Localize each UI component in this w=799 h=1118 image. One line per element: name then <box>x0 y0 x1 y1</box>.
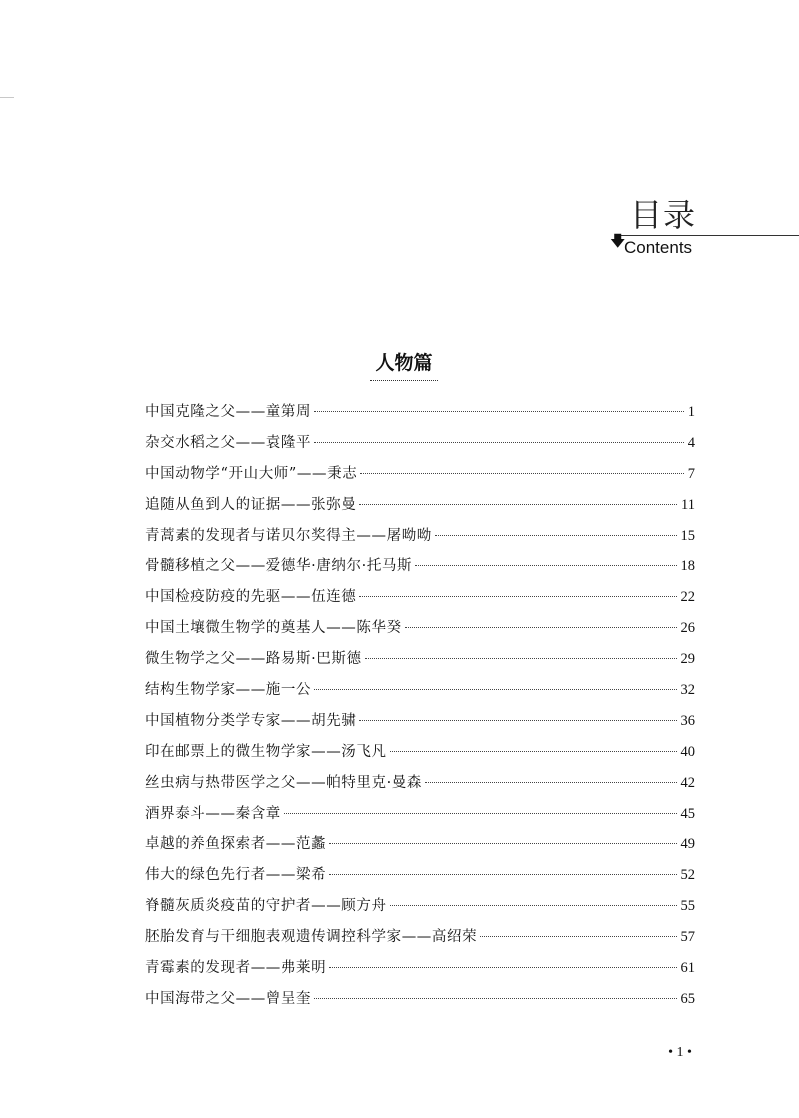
toc-entry-page: 7 <box>687 465 695 482</box>
dot-leader <box>435 535 677 536</box>
toc-entry-page: 45 <box>680 805 695 822</box>
toc-entry-title: 微生物学之父——路易斯·巴斯德 <box>145 651 362 668</box>
dot-leader <box>314 442 684 443</box>
toc-entry-page: 11 <box>681 496 695 513</box>
toc-entry[interactable] <box>145 524 695 555</box>
dot-leader <box>329 874 676 875</box>
toc-entry-title: 中国土壤微生物学的奠基人——陈华癸 <box>145 620 402 637</box>
toc-entry-page: 40 <box>680 743 695 760</box>
toc-entry[interactable] <box>145 585 695 616</box>
toc-entry-page: 1 <box>687 404 695 420</box>
toc-entry-title: 骨髓移植之父——爱德华·唐纳尔·托马斯 <box>145 558 413 575</box>
page-title: 目录 <box>630 196 697 234</box>
toc-entry-page: 22 <box>680 589 695 606</box>
toc-entry-title: 青蒿素的发现者与诺贝尔奖得主——屠呦呦 <box>145 527 432 544</box>
dot-leader <box>425 782 676 783</box>
toc-entry-page: 52 <box>680 867 695 884</box>
dot-leader <box>329 967 676 968</box>
toc-entry-title: 青霉素的发现者——弗莱明 <box>145 960 327 977</box>
title-divider <box>618 235 799 236</box>
toc-entry-page: 55 <box>680 898 695 915</box>
toc-entry[interactable] <box>145 554 695 585</box>
toc-entry-title: 中国植物分类学专家——胡先骕 <box>145 712 357 729</box>
toc-entry[interactable] <box>145 647 695 678</box>
toc-entry-page: 65 <box>680 990 695 1007</box>
dot-leader <box>405 627 677 628</box>
dot-leader <box>415 565 676 566</box>
toc-entry-page: 49 <box>680 836 695 853</box>
toc-entry-title: 胚胎发育与干细胞表观遗传调控科学家——高绍荣 <box>145 929 478 946</box>
toc-entry-title: 中国海带之父——曾呈奎 <box>145 990 312 1007</box>
dot-leader <box>359 720 676 721</box>
toc-entry-page: 4 <box>687 434 695 451</box>
toc-entry-page: 42 <box>680 774 695 791</box>
toc-entry[interactable] <box>145 678 695 709</box>
dot-leader <box>314 411 684 412</box>
toc-entry[interactable] <box>145 956 695 987</box>
dot-leader <box>390 751 677 752</box>
section-title: 人物篇 <box>375 352 433 374</box>
toc-entry-title: 伟大的绿色先行者——梁希 <box>145 867 327 884</box>
dot-leader <box>359 504 677 505</box>
toc-entry-page: 36 <box>680 712 695 729</box>
dot-leader <box>314 689 676 690</box>
toc-entry-page: 26 <box>680 620 695 637</box>
dot-leader <box>365 658 677 659</box>
toc-entry[interactable] <box>145 894 695 925</box>
dot-leader <box>284 813 677 814</box>
toc-entry[interactable] <box>145 740 695 771</box>
toc-entry[interactable] <box>145 802 695 833</box>
toc-entry[interactable] <box>145 863 695 894</box>
toc-entry[interactable] <box>145 616 695 647</box>
dot-leader <box>359 596 676 597</box>
table-of-contents <box>145 400 695 1018</box>
toc-entry-page: 61 <box>680 960 695 977</box>
toc-entry-title: 中国检疫防疫的先驱——伍连德 <box>145 589 357 606</box>
page-number: • 1 • <box>668 1045 692 1060</box>
toc-entry-title: 印在邮票上的微生物学家——汤飞凡 <box>145 743 387 760</box>
toc-entry[interactable] <box>145 771 695 802</box>
toc-entry-title: 丝虫病与热带医学之父——帕特里克·曼森 <box>145 774 423 791</box>
toc-entry-title: 脊髓灰质炎疫苗的守护者——顾方舟 <box>145 898 387 915</box>
toc-entry[interactable] <box>145 925 695 956</box>
toc-entry[interactable] <box>145 987 695 1018</box>
toc-entry[interactable] <box>145 709 695 740</box>
dot-leader <box>480 936 676 937</box>
dot-leader <box>314 998 676 999</box>
dot-leader <box>390 905 677 906</box>
dot-leader <box>360 473 683 474</box>
toc-entry-page: 15 <box>680 527 695 544</box>
toc-entry-title: 酒界泰斗——秦含章 <box>145 805 281 822</box>
toc-entry-title: 杂交水稻之父——袁隆平 <box>145 434 312 451</box>
toc-entry-title: 追随从鱼到人的证据——张弥曼 <box>145 496 357 513</box>
toc-entry-page: 57 <box>680 929 695 946</box>
page-subtitle: Contents <box>624 238 693 257</box>
section-divider <box>370 380 438 381</box>
toc-entry[interactable] <box>145 832 695 863</box>
toc-entry[interactable] <box>145 400 695 431</box>
dot-leader <box>329 843 676 844</box>
toc-entry[interactable] <box>145 431 695 462</box>
toc-entry[interactable] <box>145 493 695 524</box>
toc-entry-title: 中国动物学“开山大师”——秉志 <box>145 465 358 482</box>
contents-heading <box>0 0 799 270</box>
toc-entry-title: 卓越的养鱼探索者——范蠡 <box>145 836 327 853</box>
toc-entry-title: 结构生物学家——施一公 <box>145 682 312 699</box>
toc-entry-title: 中国克隆之父——童第周 <box>145 404 312 420</box>
toc-entry[interactable] <box>145 462 695 493</box>
down-arrow-icon: 🡇 <box>610 232 626 250</box>
toc-entry-page: 32 <box>680 682 695 699</box>
toc-entry-page: 18 <box>680 558 695 575</box>
toc-entry-page: 29 <box>680 651 695 668</box>
